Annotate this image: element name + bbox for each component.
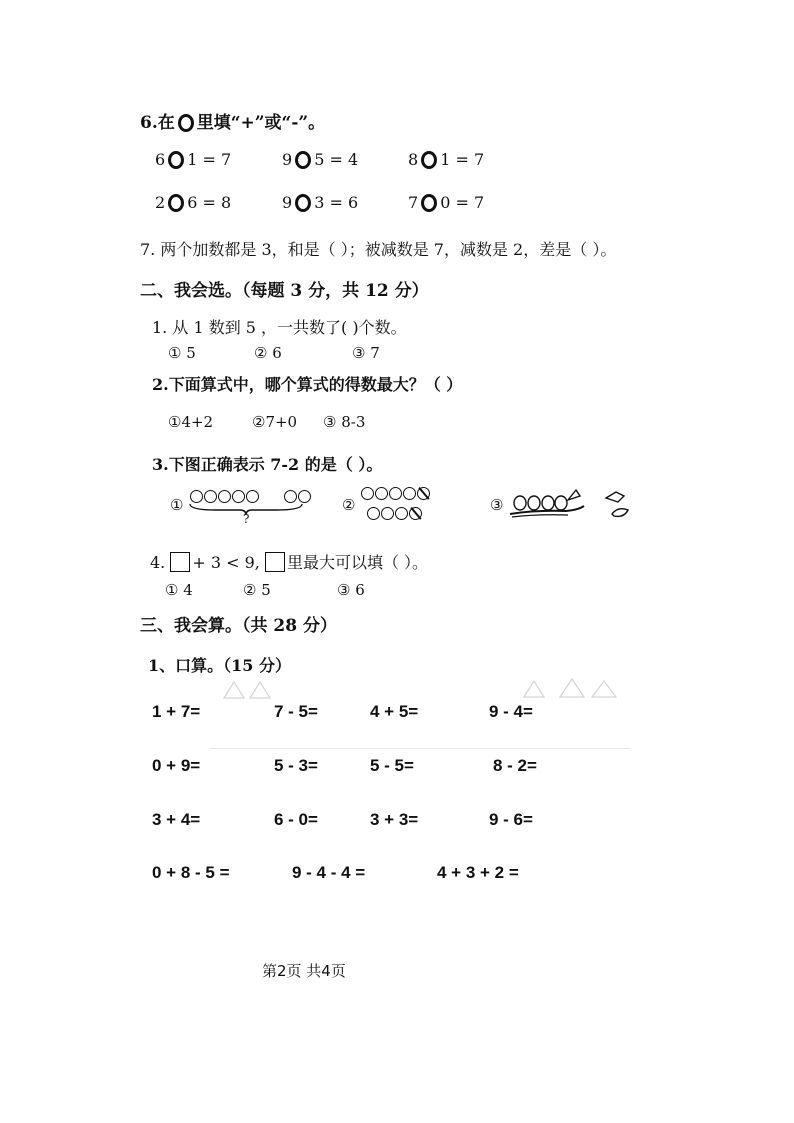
circle-icon — [389, 487, 402, 500]
eq-left: 7 — [408, 193, 419, 212]
eq-left: 9 — [282, 193, 293, 212]
answer-circle-input[interactable] — [295, 151, 311, 169]
faint-triangles-decoration — [220, 678, 320, 702]
q6-eq-1 — [155, 150, 231, 169]
s2-q1-option-2[interactable]: ② 6 — [254, 344, 282, 362]
q4-inequality: + 3 < 9, — [192, 553, 260, 572]
s2-q1-option-1[interactable]: ① 5 — [168, 344, 196, 362]
circle-icon — [403, 487, 416, 500]
circle-icon — [367, 507, 380, 520]
calc-r3-c1: 3 + 4= — [152, 810, 201, 829]
q6-eq-3 — [408, 150, 484, 169]
faint-triangles-decoration-right — [520, 675, 620, 701]
calc-r1-c3: 4 + 5= — [370, 702, 419, 721]
s2-q2-option-3[interactable]: ③ 8-3 — [323, 413, 366, 431]
s2-q3-option-1[interactable]: ① — [170, 496, 184, 514]
s2-q4-text — [150, 550, 428, 573]
answer-box-input[interactable] — [170, 552, 190, 572]
eq-right: 5 = 4 — [314, 150, 359, 169]
answer-box-icon — [265, 552, 285, 572]
circle-icon — [361, 487, 374, 500]
s2-q3-option-2[interactable]: ② — [342, 496, 356, 514]
s2-q1-text: 1. 从 1 数到 5 ，一共数了( )个数。 — [152, 318, 407, 337]
answer-circle-input[interactable] — [168, 151, 184, 169]
s2-q3-option-3[interactable]: ③ — [490, 496, 504, 514]
crossed-circle-icon — [417, 487, 430, 500]
calc-r2-c4: 8 - 2= — [493, 756, 537, 775]
page-footer: 第2页 共4页 — [262, 962, 346, 980]
calc-r1-c1: 1 + 7= — [152, 702, 201, 721]
eq-right: 0 = 7 — [440, 193, 485, 212]
eq-left: 8 — [408, 150, 419, 169]
circle-icon — [395, 507, 408, 520]
calc-r2-c3: 5 - 5= — [370, 756, 414, 775]
q7-text: 7. 两个加数都是 3，和是（ ）；被减数是 7，减数是 2，差是（ ）。 — [140, 240, 617, 259]
s2-q4-option-3[interactable]: ③ 6 — [337, 581, 365, 599]
calc-r1-c2: 7 - 5= — [274, 702, 318, 721]
calc-r4-c2: 9 - 4 - 4 = — [292, 863, 366, 882]
circles-group-crossed — [361, 487, 431, 522]
answer-circle-input[interactable] — [421, 151, 437, 169]
q6-eq-2 — [282, 150, 358, 169]
calc-r4-c3: 4 + 3 + 2 = — [437, 863, 519, 882]
q6-title-prefix: 6.在 — [140, 113, 175, 133]
calc-r2-c2: 5 - 3= — [274, 756, 318, 775]
q6-eq-5 — [282, 193, 358, 212]
section2-heading: 二、我会选。（每题 3 分，共 12 分） — [140, 281, 429, 301]
eq-right: 3 = 6 — [314, 193, 359, 212]
section3-heading: 三、我会算。（共 28 分） — [140, 616, 337, 636]
answer-circle-input[interactable] — [421, 194, 437, 212]
question-mark: ? — [243, 512, 250, 526]
circle-icon — [375, 487, 388, 500]
blank-circle-icon — [178, 114, 194, 132]
eq-right: 6 = 8 — [187, 193, 232, 212]
s2-q2-option-2[interactable]: ②7+0 — [252, 413, 298, 431]
s2-q1-option-3[interactable]: ③ 7 — [352, 344, 380, 362]
s2-q2-text: 2.下面算式中，哪个算式的得数最大？（ ） — [152, 375, 463, 394]
crossed-circle-icon — [409, 507, 422, 520]
q6-title-suffix: 里填“+”或“-”。 — [196, 113, 326, 133]
calc-r2-c1: 0 + 9= — [152, 756, 201, 775]
q4-question: 里最大可以填（ ）。 — [286, 553, 429, 572]
eq-left: 2 — [155, 193, 166, 212]
calc-r1-c4: 9 - 4= — [489, 702, 533, 721]
section3-sub1: 1、口算。（15 分） — [148, 656, 291, 675]
s2-q4-option-2[interactable]: ② 5 — [243, 581, 271, 599]
eq-right: 1 = 7 — [440, 150, 485, 169]
calc-r3-c2: 6 - 0= — [274, 810, 318, 829]
answer-circle-input[interactable] — [168, 194, 184, 212]
calc-r3-c3: 3 + 3= — [370, 810, 419, 829]
calc-r3-c4: 9 - 6= — [489, 810, 533, 829]
answer-circle-input[interactable] — [295, 194, 311, 212]
s2-q3-text: 3.下图正确表示 7-2 的是（ ）。 — [152, 455, 383, 474]
q4-number: 4. — [150, 553, 166, 572]
q6-eq-4 — [155, 193, 231, 212]
s2-q4-option-1[interactable]: ① 4 — [165, 581, 193, 599]
calc-r4-c1: 0 + 8 - 5 = — [152, 863, 230, 882]
q6-title — [140, 108, 325, 133]
faint-line — [210, 748, 630, 749]
q6-eq-6 — [408, 193, 484, 212]
s2-q2-option-1[interactable]: ①4+2 — [168, 413, 214, 431]
eq-right: 1 = 7 — [187, 150, 232, 169]
eq-left: 6 — [155, 150, 166, 169]
eq-left: 9 — [282, 150, 293, 169]
circle-icon — [381, 507, 394, 520]
birds-on-branch-icon — [506, 484, 646, 524]
